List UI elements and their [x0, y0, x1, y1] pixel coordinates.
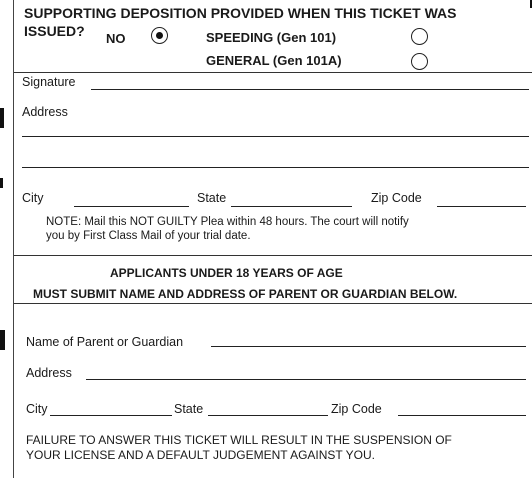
- guardian-address-label: Address: [26, 366, 72, 380]
- failure-warning-line2: YOUR LICENSE AND A DEFAULT JUDGEMENT AGAINST YOU.: [26, 448, 375, 462]
- guardian-zip-field[interactable]: [398, 415, 526, 416]
- state-label: State: [197, 191, 227, 205]
- general-radio[interactable]: [411, 53, 428, 70]
- divider: [14, 255, 532, 256]
- speeding-radio[interactable]: [411, 28, 428, 45]
- address-label: Address: [22, 105, 68, 119]
- signature-field[interactable]: [91, 89, 529, 90]
- signature-label: Signature: [22, 75, 76, 89]
- zip-label: Zip Code: [371, 191, 422, 205]
- address-field-2[interactable]: [22, 167, 529, 168]
- edge-mark: [0, 108, 4, 128]
- address-field-1[interactable]: [22, 136, 529, 137]
- guardian-name-field[interactable]: [211, 346, 526, 347]
- city-field[interactable]: [74, 206, 189, 207]
- failure-warning-line1: FAILURE TO ANSWER THIS TICKET WILL RESULT IN THE SUSPENSION OF: [26, 433, 452, 447]
- issued-label: ISSUED?: [24, 23, 85, 39]
- divider: [14, 303, 532, 304]
- guardian-state-label: State: [174, 402, 204, 416]
- speeding-label: SPEEDING (Gen 101): [206, 30, 337, 45]
- city-label: City: [22, 191, 44, 205]
- edge-mark: [0, 330, 5, 350]
- applicants-instruction: MUST SUBMIT NAME AND ADDRESS OF PARENT OR GUARDIAN BELOW.: [33, 287, 458, 301]
- mail-note-line1: NOTE: Mail this NOT GUILTY Plea within 48 hours. The court will notify: [46, 216, 409, 228]
- state-field[interactable]: [231, 206, 352, 207]
- applicants-heading: APPLICANTS UNDER 18 YEARS OF AGE: [110, 266, 343, 280]
- no-radio[interactable]: [151, 27, 168, 44]
- divider: [14, 72, 532, 73]
- guardian-city-label: City: [26, 402, 48, 416]
- edge-mark: [0, 178, 3, 188]
- deposition-question: SUPPORTING DEPOSITION PROVIDED WHEN THIS TICKET WAS: [24, 5, 457, 21]
- general-label: GENERAL (Gen 101A): [206, 53, 342, 68]
- guardian-zip-label: Zip Code: [331, 402, 382, 416]
- guardian-name-label: Name of Parent or Guardian: [26, 335, 184, 349]
- zip-field[interactable]: [437, 206, 526, 207]
- mail-note-line2: you by First Class Mail of your trial date.: [46, 230, 251, 242]
- guardian-state-field[interactable]: [208, 415, 328, 416]
- guardian-address-field[interactable]: [86, 379, 526, 380]
- no-label: NO: [106, 31, 126, 46]
- guardian-city-field[interactable]: [50, 415, 172, 416]
